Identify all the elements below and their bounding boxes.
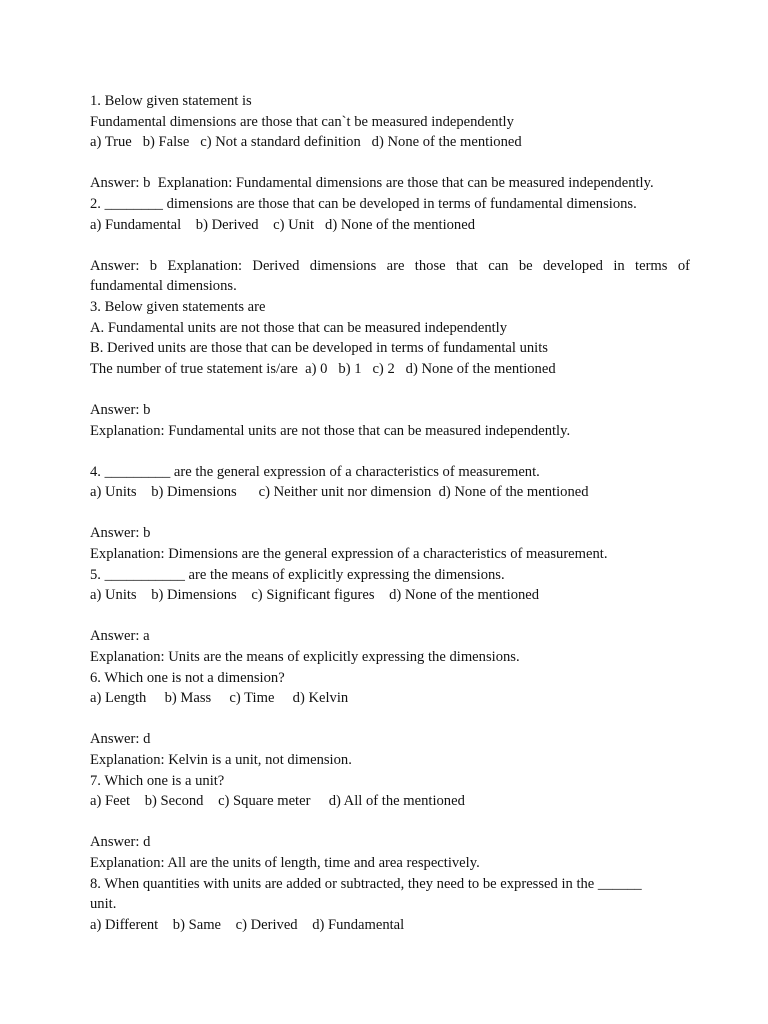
text-line: fundamental dimensions. (90, 278, 237, 295)
text-line: A. Fundamental units are not those that can be measured independently (90, 319, 508, 336)
document-page (90, 91, 690, 935)
text-line: Explanation: Units are the means of explicitly expressing the dimensions. (90, 649, 520, 666)
text-line: Explanation: Kelvin is a unit, not dimension. (90, 752, 352, 768)
blank-line (90, 812, 690, 833)
text-line: Explanation: All are the units of length, time and area respectively. (90, 854, 480, 871)
blank-line (90, 235, 690, 256)
blank-line (90, 153, 690, 174)
text-line: 1. Below given statement is (90, 93, 252, 109)
blank-line (90, 503, 690, 524)
text-line: Fundamental dimensions are those that can`t be measured independently (90, 113, 514, 130)
blank-line (90, 441, 690, 462)
text-line: a) Different b) Same c) Derived d) Fundamental (90, 916, 405, 933)
text-line: 4. _________ are the general expression of a characteristics of measurement. (90, 463, 540, 480)
text-line: 8. When quantities with units are added or subtracted, they need to be expressed in the ______ (90, 875, 642, 892)
blank-line (90, 379, 690, 400)
text-line: The number of true statement is/are a) 0 b) 1 c) 2 d) None of the mentioned (90, 360, 556, 377)
text-line: 6. Which one is not a dimension? (90, 669, 285, 686)
text-line: Answer: d (90, 834, 151, 851)
text-line: a) Feet b) Second c) Square meter d) All of the mentioned (90, 793, 465, 810)
text-line: a) Units b) Dimensions c) Neither unit nor dimension d) None of the mentioned (90, 484, 589, 501)
text-line: 7. Which one is a unit? (90, 772, 225, 789)
text-line: Explanation: Dimensions are the general expression of a characteristics of measurement. (90, 546, 608, 563)
text-line: a) True b) False c) Not a standard definition d) None of the mentioned (90, 134, 522, 151)
text-line: 5. ___________ are the means of explicitly expressing the dimensions. (90, 566, 505, 583)
text-line: Answer: b (90, 401, 151, 418)
text-line: 3. Below given statements are (90, 298, 266, 315)
text-line: 2. ________ dimensions are those that can be developed in terms of fundamental dimensions. (90, 195, 637, 212)
text-line: Answer: b (90, 525, 151, 542)
text-line: Answer: d (90, 731, 151, 748)
text-line: a) Units b) Dimensions c) Significant figures d) None of the mentioned (90, 587, 540, 604)
text-line: unit. (90, 896, 117, 913)
text-line: a) Length b) Mass c) Time d) Kelvin (90, 690, 349, 707)
text-line: Answer: b Explanation: Fundamental dimensions are those that can be measured independently. (90, 175, 654, 192)
text-line: Answer: a (90, 628, 150, 645)
blank-line (90, 606, 690, 627)
text-line: Answer: b Explanation: Derived dimensions are those that can be developed in terms of (90, 257, 690, 274)
blank-line (90, 709, 690, 730)
text-line: Explanation: Fundamental units are not those that can be measured independently. (90, 422, 571, 439)
text-line: B. Derived units are those that can be developed in terms of fundamental units (90, 340, 548, 357)
text-line: a) Fundamental b) Derived c) Unit d) None of the mentioned (90, 216, 476, 233)
